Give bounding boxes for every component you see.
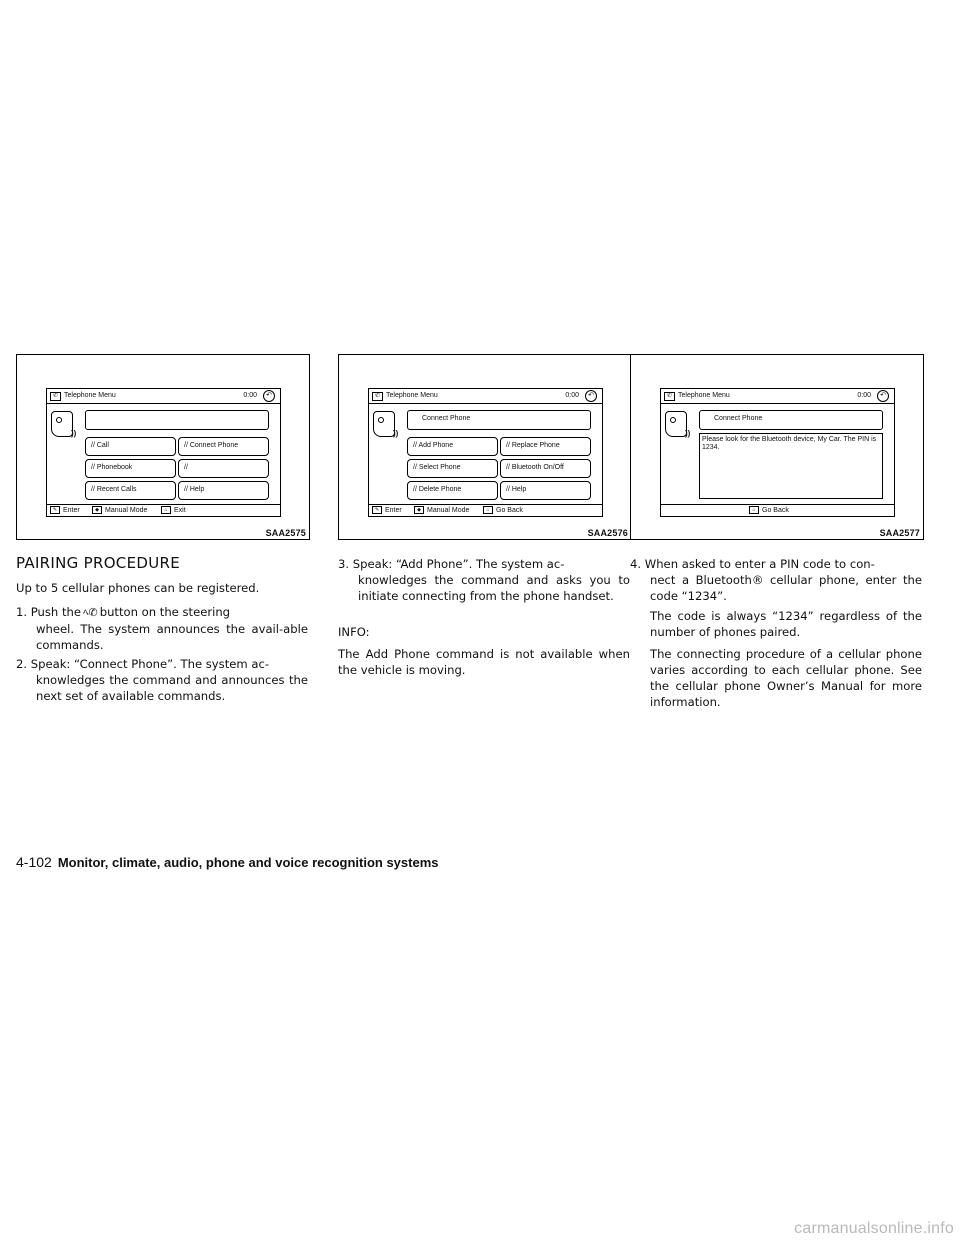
screen-title: Telephone Menu bbox=[386, 392, 438, 399]
step-4-paragraph-2: The connecting procedure of a cellular phone varies according to each cellular phone. See the cellular phone Owner’s Manual for more information. bbox=[650, 647, 922, 709]
screen-title: Telephone Menu bbox=[678, 392, 730, 399]
go-back-icon: ⌂ bbox=[749, 506, 759, 514]
talk-icon: ﾍ✆ bbox=[83, 606, 98, 619]
voice-wave-icon: )) bbox=[685, 429, 691, 438]
screen bbox=[660, 388, 895, 517]
dial-icon: ◆ bbox=[92, 506, 102, 514]
figure-pin-message bbox=[630, 354, 924, 540]
add-phone-button[interactable]: // Add Phone bbox=[407, 437, 498, 456]
phone-icon: ✆ bbox=[664, 392, 675, 401]
voice-recognition-head-icon bbox=[665, 411, 687, 437]
recognition-textbox bbox=[85, 410, 269, 430]
call-button[interactable]: // Call bbox=[85, 437, 176, 456]
page-footer bbox=[16, 854, 439, 870]
phone-icon: ✆ bbox=[50, 392, 61, 401]
voice-wave-icon: )) bbox=[393, 429, 399, 438]
timer: 0:00 bbox=[243, 392, 257, 399]
recent-calls-button[interactable]: // Recent Calls bbox=[85, 481, 176, 500]
recognition-textbox: Connect Phone bbox=[699, 410, 883, 430]
connect-phone-button[interactable]: // Connect Phone bbox=[178, 437, 269, 456]
screen bbox=[46, 388, 281, 517]
replace-phone-button[interactable]: // Replace Phone bbox=[500, 437, 591, 456]
watermark[interactable]: carmanualsonline.info bbox=[794, 1220, 954, 1237]
info-text: The Add Phone command is not available when the vehicle is moving. bbox=[338, 647, 630, 677]
section-heading: PAIRING PROCEDURE bbox=[16, 554, 180, 572]
title-bar bbox=[47, 389, 280, 404]
exit-icon: ⌂ bbox=[161, 506, 171, 514]
select-phone-button[interactable]: // Select Phone bbox=[407, 459, 498, 478]
figure-telephone-menu bbox=[16, 354, 310, 540]
page-number: 4-102 bbox=[16, 854, 52, 870]
help-button[interactable]: // Help bbox=[500, 481, 591, 500]
info-label: INFO: bbox=[338, 625, 370, 639]
title-bar bbox=[661, 389, 894, 404]
intro-paragraph: Up to 5 cellular phones can be registered. bbox=[16, 581, 260, 595]
step-4-paragraph-1: The code is always “1234” regardless of the number of phones paired. bbox=[650, 609, 922, 639]
phonebook-button[interactable]: // Phonebook bbox=[85, 459, 176, 478]
voice-recognition-head-icon bbox=[51, 411, 73, 437]
screen bbox=[368, 388, 603, 517]
help-button[interactable]: // Help bbox=[178, 481, 269, 500]
back-arrow-icon[interactable]: ↶ bbox=[877, 390, 889, 402]
step-2: 2. Speak: “Connect Phone”. The system ac- knowledges the command and announces the next set of available commands. bbox=[16, 657, 308, 703]
blank-button[interactable]: // bbox=[178, 459, 269, 478]
voice-recognition-head-icon bbox=[373, 411, 395, 437]
message-box: Please look for the Bluetooth device, My Car. The PIN is 1234. bbox=[699, 433, 883, 499]
section-title: Monitor, climate, audio, phone and voice recognition systems bbox=[57, 855, 439, 870]
figure-code: SAA2576 bbox=[587, 528, 628, 538]
go-back-icon: ⌂ bbox=[483, 506, 493, 514]
timer: 0:00 bbox=[565, 392, 579, 399]
bottom-bar: ✎ Enter ◆ Manual Mode ⌂ Exit bbox=[47, 504, 280, 516]
figure-code: SAA2575 bbox=[265, 528, 306, 538]
enter-icon: ✎ bbox=[50, 506, 60, 514]
back-arrow-icon[interactable]: ↶ bbox=[585, 390, 597, 402]
step-1: 1. Push the ﾍ✆ button on the steering wheel. The system announces the avail-able commands. bbox=[16, 605, 308, 652]
voice-wave-icon: )) bbox=[71, 429, 77, 438]
enter-icon: ✎ bbox=[372, 506, 382, 514]
figure-code: SAA2577 bbox=[879, 528, 920, 538]
bottom-bar: ⌂ Go Back bbox=[661, 504, 894, 516]
screen-title: Telephone Menu bbox=[64, 392, 116, 399]
timer: 0:00 bbox=[857, 392, 871, 399]
title-bar bbox=[369, 389, 602, 404]
step-4: 4. When asked to enter a PIN code to con- nect a Bluetooth® cellular phone, enter the code “1234”. bbox=[630, 557, 922, 603]
dial-icon: ◆ bbox=[414, 506, 424, 514]
bottom-bar: ✎ Enter ◆ Manual Mode ⌂ Go Back bbox=[369, 504, 602, 516]
back-arrow-icon[interactable]: ↶ bbox=[263, 390, 275, 402]
phone-icon: ✆ bbox=[372, 392, 383, 401]
recognition-textbox: Connect Phone bbox=[407, 410, 591, 430]
bluetooth-toggle-button[interactable]: // Bluetooth On/Off bbox=[500, 459, 591, 478]
figure-connect-phone-menu bbox=[338, 354, 632, 540]
step-3: 3. Speak: “Add Phone”. The system ac- knowledges the command and asks you to initiate connecting from the phone handset. bbox=[338, 557, 630, 603]
delete-phone-button[interactable]: // Delete Phone bbox=[407, 481, 498, 500]
